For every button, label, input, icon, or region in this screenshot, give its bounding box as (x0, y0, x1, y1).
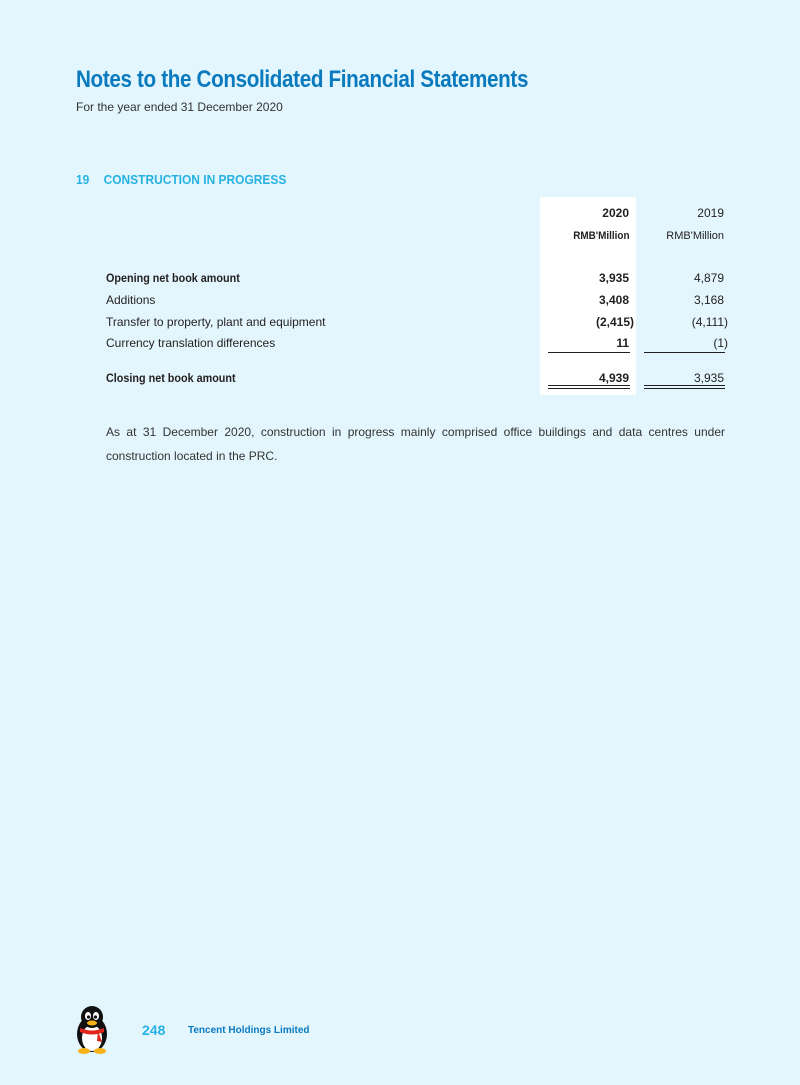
row-label-closing: Closing net book amount (106, 371, 236, 385)
value-2020-closing: 4,939 (598, 371, 629, 385)
section-heading (76, 172, 286, 187)
page-subtitle: For the year ended 31 December 2020 (76, 100, 283, 114)
column-unit-2019: RMB'Million (666, 230, 724, 242)
section-title: CONSTRUCTION IN PROGRESS (103, 172, 287, 187)
note-paragraph: As at 31 December 2020, construction in progress mainly comprised office buildings and data centres under construction located in the PRC. (106, 425, 725, 463)
page-title: Notes to the Consolidated Financial Statements (76, 66, 529, 93)
value-2019-currency: (1) (713, 336, 728, 350)
total-rule-2020-top (548, 385, 630, 386)
subtotal-rule-2020 (548, 352, 630, 353)
row-label-currency: Currency translation differences (106, 336, 276, 350)
company-name: Tencent Holdings Limited (188, 1025, 310, 1036)
section-number: 19 (76, 172, 90, 187)
column-header-2019: 2019 (697, 206, 724, 220)
column-header-2020: 2020 (602, 206, 629, 220)
value-2019-closing: 3,935 (693, 371, 724, 385)
column-unit-2020: RMB'Million (572, 230, 629, 242)
total-rule-2020-bottom (548, 388, 630, 389)
value-2020-currency: 11 (616, 336, 629, 350)
value-2019-opening: 4,879 (693, 271, 724, 285)
total-rule-2019-top (644, 385, 725, 386)
value-2020-opening: 3,935 (598, 271, 629, 285)
penguin-icon (72, 1004, 112, 1054)
total-rule-2019-bottom (644, 388, 725, 389)
value-2020-transfer: (2,415) (595, 315, 634, 329)
row-label-transfer: Transfer to property, plant and equipment (106, 315, 326, 329)
subtotal-rule-2019 (644, 352, 725, 353)
value-2019-additions: 3,168 (693, 293, 724, 307)
page-number: 248 (142, 1022, 166, 1038)
value-2019-transfer: (4,111) (691, 315, 728, 329)
value-2020-additions: 3,408 (598, 293, 629, 307)
row-label-opening: Opening net book amount (106, 271, 240, 285)
row-label-additions: Additions (106, 293, 156, 307)
